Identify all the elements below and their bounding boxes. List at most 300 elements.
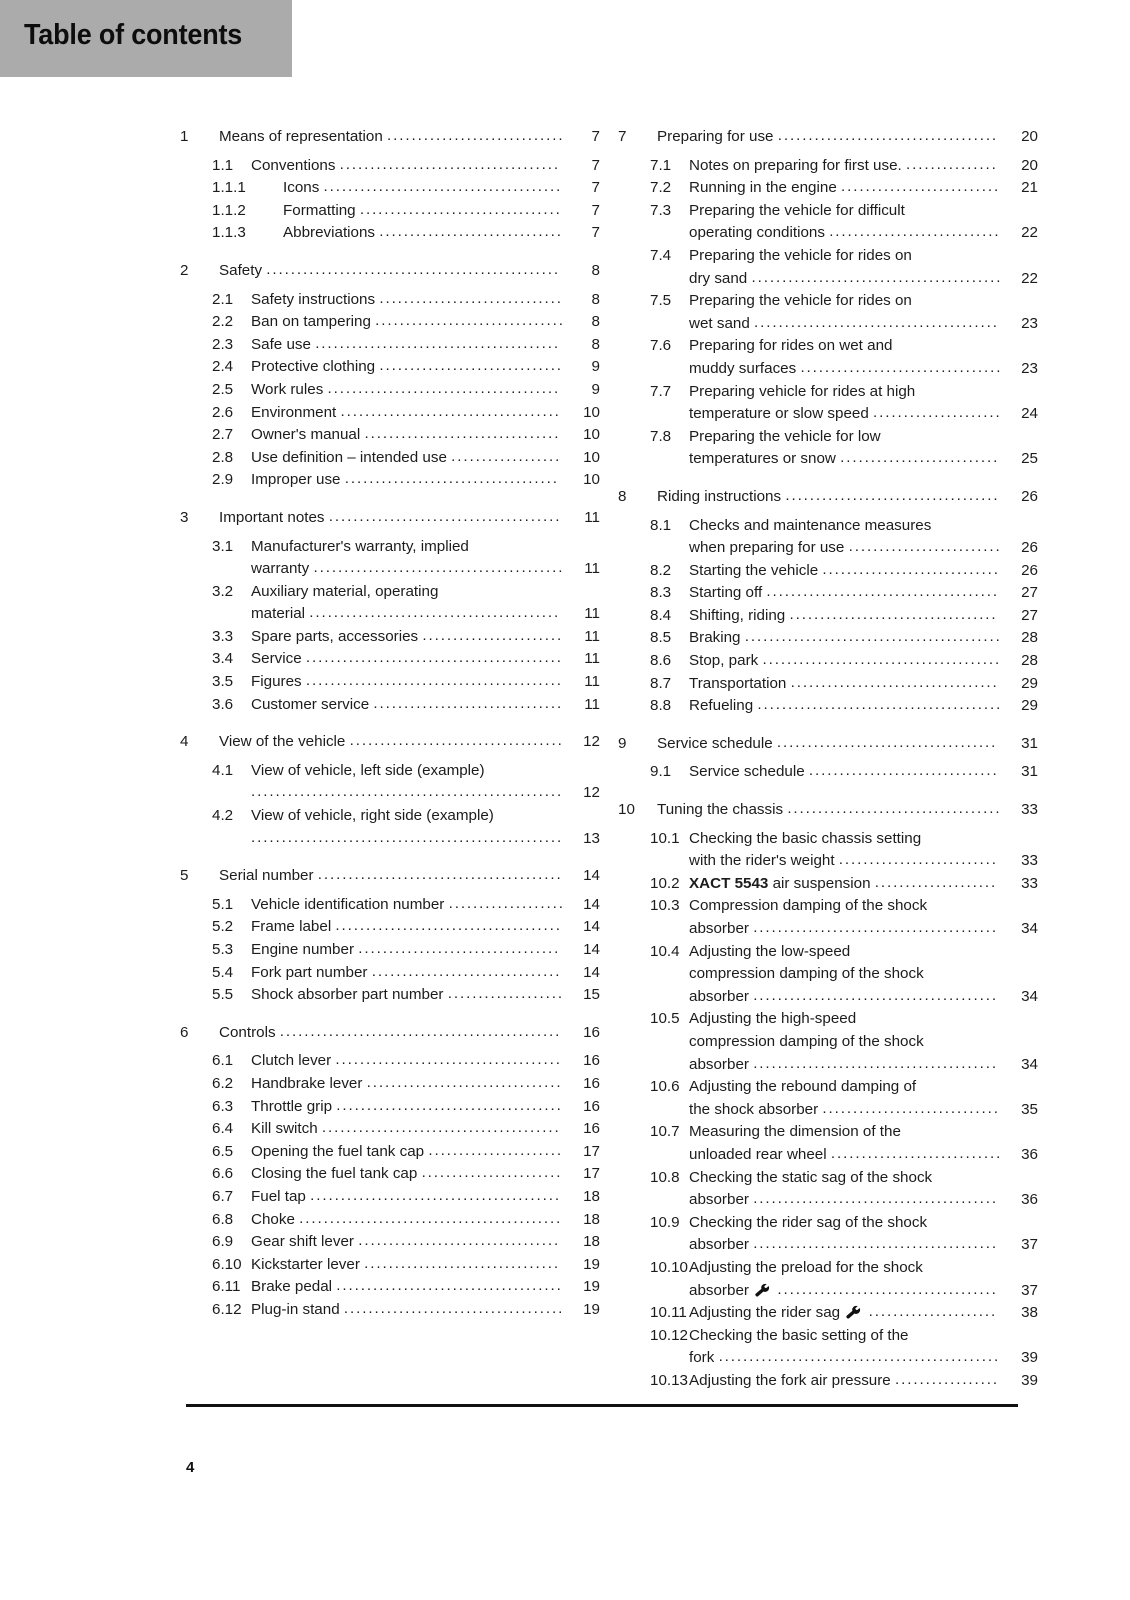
leader-dots: .................................... — [777, 1280, 998, 1298]
toc-title-line — [219, 1022, 566, 1045]
toc-entry-title — [689, 381, 1004, 426]
toc-entry-page: 14 — [583, 867, 600, 885]
toc-entry-number: 9.1 — [650, 763, 672, 781]
toc-entry-page: 11 — [584, 695, 600, 713]
toc-title-line — [219, 260, 566, 283]
toc-title-line — [251, 984, 566, 1007]
toc-entry[interactable] — [180, 648, 600, 671]
toc-entry[interactable] — [618, 627, 1038, 650]
toc-entry-page: 24 — [1021, 405, 1038, 423]
toc-entry-number: 6.9 — [212, 1233, 234, 1251]
toc-entry-title — [689, 1257, 1004, 1302]
toc-title-line — [251, 1163, 566, 1186]
toc-title-line — [251, 581, 566, 604]
toc-entry-page: 37 — [1021, 1236, 1038, 1254]
toc-title-line — [657, 733, 1004, 756]
toc-entry[interactable] — [180, 894, 600, 917]
toc-entry[interactable] — [180, 334, 600, 357]
toc-entry-title — [657, 486, 1004, 509]
toc-title-line — [251, 155, 566, 178]
leader-dots: ............................. — [822, 1099, 1000, 1117]
toc-column-left — [180, 126, 600, 1322]
toc-title-text: View of vehicle, left side (example) — [251, 761, 485, 779]
toc-title-line — [689, 1167, 1004, 1190]
toc-entry[interactable] — [180, 200, 600, 223]
toc-title-text: Figures — [251, 673, 302, 691]
toc-title-line — [251, 939, 566, 962]
toc-entry-title — [689, 335, 1004, 380]
toc-entry-number: 7.2 — [650, 179, 672, 197]
toc-title-line — [689, 828, 1004, 851]
leader-dots: ................................ — [364, 425, 561, 443]
toc-entry[interactable] — [618, 245, 1038, 290]
toc-entry-page: 35 — [1021, 1100, 1038, 1118]
toc-entry[interactable] — [180, 469, 600, 492]
toc-title-line — [689, 515, 1004, 538]
toc-entry[interactable] — [618, 828, 1038, 873]
toc-entry-page: 39 — [1021, 1349, 1038, 1367]
toc-entry-title — [219, 731, 566, 754]
toc-entry-number: 6 — [180, 1023, 189, 1041]
toc-entry-number: 10.7 — [650, 1123, 680, 1141]
leader-dots: .......................................... — [305, 649, 563, 667]
toc-entry[interactable] — [180, 536, 600, 581]
toc-entry[interactable] — [180, 222, 600, 245]
toc-entry-title — [689, 1212, 1004, 1257]
leader-dots: .............................. — [379, 357, 563, 375]
toc-entry[interactable] — [180, 126, 600, 149]
toc-entry[interactable] — [180, 402, 600, 425]
toc-title-line — [251, 782, 566, 805]
leader-dots: ..................................... — [336, 1277, 563, 1295]
toc-entry[interactable] — [180, 671, 600, 694]
toc-entry-number: 10.1 — [650, 829, 680, 847]
toc-entry-page: 38 — [1021, 1304, 1038, 1322]
toc-entry-title — [251, 1186, 566, 1209]
toc-title-text: Braking — [689, 629, 741, 647]
toc-entry-number: 1.1 — [212, 156, 234, 174]
toc-entry[interactable] — [180, 1186, 600, 1209]
toc-title-line — [689, 1280, 1004, 1303]
toc-title-text: Preparing vehicle for rides at high — [689, 382, 916, 400]
toc-entry[interactable] — [618, 895, 1038, 940]
toc-entry[interactable] — [180, 760, 600, 805]
toc-title-line — [251, 1073, 566, 1096]
toc-entry[interactable] — [618, 1076, 1038, 1121]
toc-entry-number: 10.10 — [650, 1258, 689, 1276]
toc-title-text: Icons — [283, 179, 320, 197]
toc-title-text: compression damping of the shock — [689, 965, 924, 983]
toc-entry-title — [251, 1163, 566, 1186]
toc-entry[interactable] — [180, 865, 600, 888]
leader-dots: ....................................... — [321, 1119, 561, 1137]
toc-entry[interactable] — [180, 1141, 600, 1164]
toc-entry-title — [251, 155, 566, 178]
toc-entry[interactable] — [180, 939, 600, 962]
toc-entry-page: 18 — [583, 1187, 600, 1205]
toc-title-line — [689, 605, 1004, 628]
toc-title-text: Adjusting the low-speed — [689, 942, 851, 960]
leader-dots: ................... — [447, 985, 564, 1003]
toc-entry[interactable] — [618, 177, 1038, 200]
leader-dots: ................................................... — [251, 828, 564, 846]
toc-entry[interactable] — [180, 984, 600, 1007]
toc-title-line — [251, 760, 566, 783]
toc-entry[interactable] — [180, 731, 600, 754]
footer-divider — [186, 1404, 1018, 1407]
toc-title-text: View of vehicle, right side (example) — [251, 807, 494, 825]
toc-entry-title — [689, 1121, 1004, 1166]
toc-entry-page: 7 — [591, 156, 600, 174]
toc-entry-number: 3.1 — [212, 537, 234, 555]
toc-entry[interactable] — [180, 424, 600, 447]
toc-entry-title — [689, 200, 1004, 245]
toc-entry[interactable] — [618, 560, 1038, 583]
toc-entry-title — [219, 865, 566, 888]
toc-title-text: Clutch lever — [251, 1052, 332, 1070]
toc-entry-number: 5.3 — [212, 941, 234, 958]
toc-entry[interactable] — [180, 1209, 600, 1232]
toc-title-text: Customer service — [251, 695, 370, 713]
leader-dots: ...................................... — [766, 583, 999, 601]
toc-title-line — [251, 424, 566, 447]
toc-entry-title — [251, 760, 566, 805]
toc-title-text: Adjusting the rider sag — [689, 1304, 841, 1322]
toc-title-text: Adjusting the preload for the shock — [689, 1258, 923, 1276]
toc-title-line — [689, 1189, 1004, 1212]
leader-dots: .......................................... — [744, 628, 1002, 646]
leader-dots: ................................................... — [251, 783, 564, 801]
toc-entry[interactable] — [180, 962, 600, 985]
toc-title-line — [283, 200, 566, 223]
toc-entry[interactable] — [180, 1276, 600, 1299]
toc-title-text: Closing the fuel tank cap — [251, 1165, 418, 1183]
toc-entry-title — [657, 126, 1004, 149]
toc-title-text: Formatting — [283, 201, 356, 219]
toc-entry-number: 5.5 — [212, 986, 234, 1004]
toc-entry[interactable] — [180, 155, 600, 178]
toc-entry-number: 6.3 — [212, 1097, 234, 1115]
toc-entry[interactable] — [618, 941, 1038, 1009]
toc-entry[interactable] — [180, 694, 600, 717]
toc-entry[interactable] — [180, 1254, 600, 1277]
leader-dots: .................................. — [789, 605, 998, 623]
toc-entry[interactable] — [618, 126, 1038, 149]
toc-title-text: Preparing the vehicle for difficult — [689, 201, 905, 219]
toc-title-line — [689, 177, 1004, 200]
toc-entry[interactable] — [618, 873, 1038, 896]
toc-entry[interactable] — [618, 761, 1038, 784]
toc-entry-page: 23 — [1021, 359, 1038, 377]
toc-entry-title — [251, 1096, 566, 1119]
toc-entry-title — [283, 222, 566, 245]
toc-entry-number: 8.4 — [650, 606, 672, 624]
toc-entry[interactable] — [180, 1050, 600, 1073]
toc-entry-number: 2 — [180, 261, 189, 279]
toc-entry-number: 4.1 — [212, 761, 234, 779]
toc-entry-title — [689, 627, 1004, 650]
leader-dots: ........................................ — [753, 1190, 998, 1208]
toc-entry-page: 14 — [583, 895, 600, 913]
toc-title-text: Manufacturer's warranty, implied — [251, 537, 469, 555]
toc-title-line — [689, 290, 1004, 313]
leader-dots: ...................... — [428, 1141, 563, 1159]
toc-entry-number: 2.2 — [212, 313, 234, 331]
toc-entry-number: 3.3 — [212, 627, 234, 645]
leader-dots: ........................................ — [757, 696, 1003, 714]
toc-entry[interactable] — [180, 1231, 600, 1254]
toc-entry[interactable] — [180, 260, 600, 283]
toc-entry[interactable] — [618, 515, 1038, 560]
toc-entry[interactable] — [180, 1022, 600, 1045]
toc-entry-number: 6.11 — [212, 1278, 241, 1296]
toc-entry[interactable] — [618, 335, 1038, 380]
toc-entry-page: 16 — [583, 1074, 600, 1092]
toc-entry-page: 14 — [583, 918, 600, 936]
leader-dots: ................................. — [358, 1232, 561, 1250]
leader-dots: ....................... — [422, 626, 564, 644]
toc-title-text: Preparing the vehicle for rides on — [689, 292, 912, 310]
toc-title-text: Gear shift lever — [251, 1233, 354, 1251]
toc-entry[interactable] — [180, 1163, 600, 1186]
toc-title-text: Ban on tampering — [251, 313, 371, 331]
toc-entry[interactable] — [618, 486, 1038, 509]
toc-title-line — [251, 469, 566, 492]
toc-entry[interactable] — [180, 177, 600, 200]
toc-entry[interactable] — [618, 650, 1038, 673]
toc-entry-page: 18 — [583, 1210, 600, 1228]
toc-entry-number: 6.10 — [212, 1255, 242, 1273]
toc-entry-page: 10 — [583, 471, 600, 489]
toc-title-text: Starting off — [689, 584, 763, 602]
toc-entry[interactable] — [618, 1325, 1038, 1370]
toc-entry[interactable] — [180, 626, 600, 649]
toc-entry[interactable] — [618, 605, 1038, 628]
toc-title-line — [251, 536, 566, 559]
toc-entry-page: 12 — [583, 733, 600, 751]
toc-entry-title — [251, 469, 566, 492]
toc-entry-page: 27 — [1021, 584, 1038, 602]
toc-entry-number: 7 — [618, 128, 627, 145]
toc-title-text: muddy surfaces — [689, 359, 797, 377]
toc-entry[interactable] — [618, 1167, 1038, 1212]
toc-entry[interactable] — [180, 289, 600, 312]
toc-entry[interactable] — [180, 379, 600, 402]
toc-entry-page: 16 — [583, 1097, 600, 1115]
toc-title-line — [251, 1254, 566, 1277]
toc-title-line — [689, 1325, 1004, 1348]
toc-entry[interactable] — [618, 673, 1038, 696]
toc-title-text: absorber — [689, 1281, 749, 1299]
toc-title-text: Preparing for use — [657, 128, 774, 145]
toc-title-text: Checking the rider sag of the shock — [689, 1213, 928, 1231]
toc-entry-page: 18 — [583, 1233, 600, 1251]
toc-title-text: the shock absorber — [689, 1100, 819, 1118]
toc-entry[interactable] — [618, 733, 1038, 756]
toc-title-text: Vehicle identification number — [251, 895, 445, 913]
toc-entry-page: 16 — [583, 1023, 600, 1041]
toc-title-line — [251, 558, 566, 581]
toc-entry-number: 7.3 — [650, 201, 672, 219]
toc-title-text: View of the vehicle — [219, 733, 346, 751]
toc-entry[interactable] — [180, 1096, 600, 1119]
toc-entry-number: 2.7 — [212, 426, 234, 444]
toc-title-text: Owner's manual — [251, 426, 361, 444]
toc-entry-title — [689, 582, 1004, 605]
toc-entry-number: 10.9 — [650, 1213, 680, 1231]
toc-entry-page: 14 — [583, 963, 600, 981]
toc-entry[interactable] — [180, 805, 600, 850]
toc-entry-title — [251, 626, 566, 649]
toc-entry-page: 11 — [584, 627, 600, 645]
toc-entry-title — [251, 289, 566, 312]
leader-dots: ................... — [448, 894, 565, 912]
toc-entry-title — [251, 694, 566, 717]
toc-entry[interactable] — [618, 381, 1038, 426]
toc-entry[interactable] — [618, 695, 1038, 718]
toc-title-line — [689, 222, 1004, 245]
toc-title-line — [689, 695, 1004, 718]
toc-entry-title — [219, 507, 566, 530]
toc-entry-number: 10.5 — [650, 1010, 680, 1028]
toc-entry-title — [251, 962, 566, 985]
toc-entry[interactable] — [618, 290, 1038, 335]
toc-entry-title — [689, 290, 1004, 335]
leader-dots: .................................. — [790, 673, 999, 691]
toc-title-line — [251, 1209, 566, 1232]
toc-entry-title — [689, 761, 1004, 784]
toc-title-line — [657, 799, 1004, 822]
toc-entry-page: 29 — [1021, 674, 1038, 692]
toc-title-text: Important notes — [219, 508, 325, 526]
toc-entry-page: 22 — [1021, 224, 1038, 242]
toc-title-line — [689, 245, 1004, 268]
toc-entry[interactable] — [618, 799, 1038, 822]
leader-dots: .................................... — [340, 402, 561, 420]
toc-title-line — [251, 1050, 566, 1073]
toc-title-line — [251, 1141, 566, 1164]
toc-title-text: Service — [251, 650, 302, 668]
toc-title-line — [689, 1302, 1004, 1325]
toc-entry-number: 8.7 — [650, 674, 672, 692]
toc-entry[interactable] — [180, 311, 600, 334]
toc-entry-number: 7.1 — [650, 156, 672, 174]
toc-title-text: Preparing the vehicle for low — [689, 427, 881, 445]
toc-entry[interactable] — [180, 507, 600, 530]
toc-entry-number: 7.4 — [650, 246, 672, 264]
toc-title-text: operating conditions — [689, 224, 825, 242]
leader-dots: .......................................... — [305, 672, 563, 690]
toc-entry[interactable] — [180, 1299, 600, 1322]
toc-entry[interactable] — [180, 916, 600, 939]
leader-dots: ............................. — [387, 127, 565, 144]
toc-entry[interactable] — [618, 1370, 1038, 1393]
toc-title-line — [251, 1299, 566, 1322]
toc-title-line — [689, 627, 1004, 650]
toc-title-line — [251, 1096, 566, 1119]
toc-entry-title — [689, 177, 1004, 200]
toc-entry-number: 9 — [618, 734, 627, 752]
toc-entry-page: 11 — [584, 650, 600, 668]
toc-title-text: Shock absorber part number — [251, 986, 444, 1004]
toc-title-line — [657, 486, 1004, 509]
toc-entry-page: 8 — [591, 313, 600, 331]
leader-dots: ............... — [905, 155, 998, 173]
toc-entry[interactable] — [180, 447, 600, 470]
leader-dots: ................. — [895, 1370, 1000, 1388]
toc-title-text: Checks and maintenance measures — [689, 516, 932, 534]
toc-title-line — [689, 537, 1004, 560]
toc-entry[interactable] — [618, 1257, 1038, 1302]
toc-entry-number: 4.2 — [212, 807, 234, 825]
toc-title-line — [689, 1099, 1004, 1122]
toc-entry-page: 20 — [1021, 128, 1038, 145]
leader-dots: ...................................... — [328, 507, 562, 525]
toc-title-text: Brake pedal — [251, 1278, 333, 1296]
leader-dots: ............................... — [808, 762, 999, 780]
toc-entry[interactable] — [618, 155, 1038, 178]
toc-title-text: Riding instructions — [657, 487, 782, 505]
toc-entry-page: 33 — [1021, 801, 1038, 819]
toc-title-line — [251, 311, 566, 334]
toc-entry-page: 10 — [583, 403, 600, 421]
toc-entry[interactable] — [618, 200, 1038, 245]
leader-dots: ................................... — [787, 800, 1002, 818]
toc-title-line — [251, 1231, 566, 1254]
toc-entry-page: 28 — [1021, 629, 1038, 647]
toc-entry-number: 8.5 — [650, 629, 672, 647]
toc-title-line — [689, 560, 1004, 583]
leader-dots: ....................................... — [323, 178, 563, 196]
toc-entry-title — [689, 650, 1004, 673]
toc-title-text: Conventions — [251, 156, 336, 174]
toc-title-line — [689, 941, 1004, 964]
toc-title-line — [251, 805, 566, 828]
toc-entry[interactable] — [618, 1302, 1038, 1325]
toc-entry[interactable] — [180, 1073, 600, 1096]
leader-dots: .......................... — [841, 178, 1001, 196]
leader-dots: .................... — [874, 873, 998, 891]
toc-entry[interactable] — [180, 1118, 600, 1141]
toc-entry-page: 34 — [1021, 920, 1038, 937]
toc-title-text: Shifting, riding — [689, 606, 786, 624]
toc-entry[interactable] — [618, 1121, 1038, 1166]
toc-entry[interactable] — [180, 581, 600, 626]
toc-entry-title — [219, 1022, 566, 1045]
toc-entry-number: 7.7 — [650, 382, 672, 400]
toc-entry[interactable] — [618, 1212, 1038, 1257]
toc-entry-page: 9 — [591, 358, 600, 376]
toc-entry[interactable] — [618, 582, 1038, 605]
leader-dots: ............................ — [830, 1144, 1003, 1162]
toc-entry-title — [251, 379, 566, 402]
toc-entry-page: 17 — [583, 1165, 600, 1183]
toc-entry-page: 7 — [591, 224, 600, 242]
toc-entry[interactable] — [618, 426, 1038, 471]
toc-entry-number: 1.1.3 — [212, 224, 246, 242]
toc-entry-title — [283, 177, 566, 200]
toc-entry-number: 1 — [180, 128, 189, 145]
toc-entry-title — [689, 695, 1004, 718]
toc-entry-number: 2.9 — [212, 471, 234, 489]
toc-entry-number: 10.4 — [650, 942, 680, 960]
toc-title-line — [689, 1031, 1004, 1054]
wrench-icon — [846, 1305, 862, 1319]
toc-entry[interactable] — [618, 1008, 1038, 1076]
toc-entry-number: 6.8 — [212, 1210, 234, 1228]
toc-entry-title — [251, 648, 566, 671]
toc-entry[interactable] — [180, 356, 600, 379]
